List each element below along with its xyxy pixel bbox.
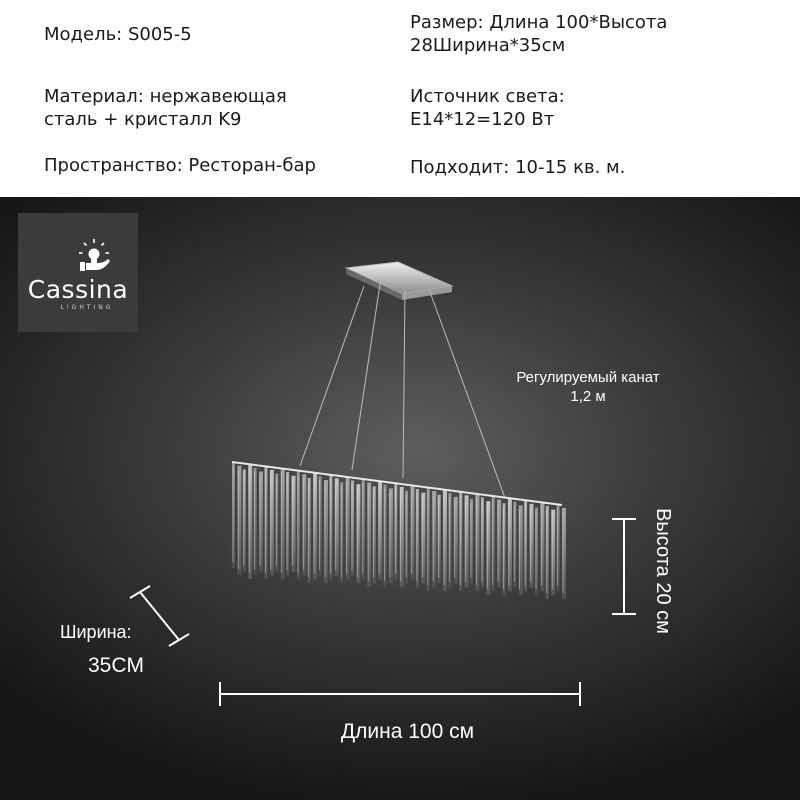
crystal-prism xyxy=(362,479,365,580)
crystal-prism xyxy=(378,481,382,580)
crystal-prism xyxy=(335,478,339,576)
crystal-prism xyxy=(356,484,360,583)
crystal-prism xyxy=(237,466,241,576)
spec-fits: Подходит: 10-15 кв. м. xyxy=(410,157,626,178)
length-dimension xyxy=(220,682,580,706)
crystal-prism xyxy=(270,470,274,576)
crystal-prism xyxy=(530,504,534,588)
crystal-prism xyxy=(243,469,246,571)
suspension-cables xyxy=(300,284,505,498)
crystal-prism xyxy=(535,508,538,596)
crystal-prism xyxy=(448,493,451,587)
crystal-prism xyxy=(432,491,436,587)
crystal-prism xyxy=(443,490,447,592)
crystal-prism xyxy=(427,487,430,591)
crystal-prism xyxy=(329,475,332,580)
spec-material-line1: Материал: нержавеющая xyxy=(44,86,287,107)
spec-light-line1: Источник света: xyxy=(410,86,565,107)
spec-size-line1: Размер: Длина 100*Высота xyxy=(410,12,668,33)
crystal-prism xyxy=(416,489,419,587)
crystal-prism xyxy=(470,499,473,584)
crystal-prism xyxy=(340,482,343,583)
rope-annotation-line2: 1,2 м xyxy=(570,388,606,405)
crystal-prism xyxy=(319,476,322,576)
width-label: Ширина: xyxy=(60,622,132,642)
crystal-prism xyxy=(389,488,393,583)
crystal-prism xyxy=(324,480,328,583)
crystal-prism xyxy=(551,510,555,596)
crystal-prism xyxy=(562,508,566,599)
crystal-prism xyxy=(265,466,268,579)
logo-subtitle: LIGHTING xyxy=(60,304,114,311)
spec-light-line2: E14*12=120 Вт xyxy=(410,109,555,130)
crystal-prism xyxy=(557,504,560,591)
width-dimension xyxy=(130,586,189,646)
crystal-prism xyxy=(519,505,523,595)
crystal-prism xyxy=(302,474,306,576)
spec-size-line2: 28Ширина*35см xyxy=(410,35,566,56)
crystal-prism xyxy=(459,492,462,591)
height-label: Высота 20 см xyxy=(652,508,674,634)
crystal-prism xyxy=(513,502,516,588)
spec-space: Пространство: Ресторан-бар xyxy=(44,155,316,176)
crystal-prism xyxy=(259,472,263,572)
crystal-prism xyxy=(367,483,371,587)
crystal-prism xyxy=(400,487,404,587)
crystal-prism xyxy=(384,485,387,587)
crystal-prism xyxy=(524,500,527,591)
crystal-prism xyxy=(297,471,300,580)
crystal-prism xyxy=(492,496,495,592)
crystal-prism xyxy=(281,468,285,579)
crystal-prism xyxy=(411,485,415,580)
crystal-prism xyxy=(481,497,484,587)
logo-name: Cassina xyxy=(27,275,129,304)
crystal-prism xyxy=(394,483,397,580)
ceiling-canopy xyxy=(346,262,452,300)
crystal-prism xyxy=(546,506,549,599)
rope-annotation xyxy=(478,368,698,406)
crystal-body xyxy=(228,462,566,599)
crystal-prism xyxy=(503,503,506,595)
crystal-prism xyxy=(421,493,425,584)
crystal-prism xyxy=(346,477,350,580)
crystal-prism xyxy=(405,491,408,584)
crystal-prism xyxy=(232,462,235,568)
crystal-prism xyxy=(438,495,441,584)
crystal-prism xyxy=(497,500,501,588)
crystal-prism xyxy=(486,501,490,595)
crystal-prism xyxy=(275,474,278,572)
rope-annotation-line1: Регулируемый канат xyxy=(516,369,660,386)
crystal-prism xyxy=(373,486,376,583)
crystal-prism xyxy=(254,468,257,576)
crystal-prism xyxy=(465,495,469,587)
crystal-prism xyxy=(508,498,512,591)
crystal-prism xyxy=(248,464,252,579)
height-dimension xyxy=(612,519,636,614)
spec-material-line2: сталь + кристалл K9 xyxy=(44,109,242,130)
crystal-prism xyxy=(454,497,458,584)
crystal-prism xyxy=(308,478,311,583)
width-value: 35CM xyxy=(88,654,145,677)
spec-model: Модель: S005-5 xyxy=(44,24,192,45)
crystal-prism xyxy=(286,472,289,576)
crystal-prism xyxy=(351,481,354,576)
length-label: Длина 100 см xyxy=(340,720,475,743)
crystal-prism xyxy=(540,502,544,591)
crystal-prism xyxy=(292,476,296,572)
crystal-prism xyxy=(313,473,317,580)
crystal-prism xyxy=(475,494,479,592)
